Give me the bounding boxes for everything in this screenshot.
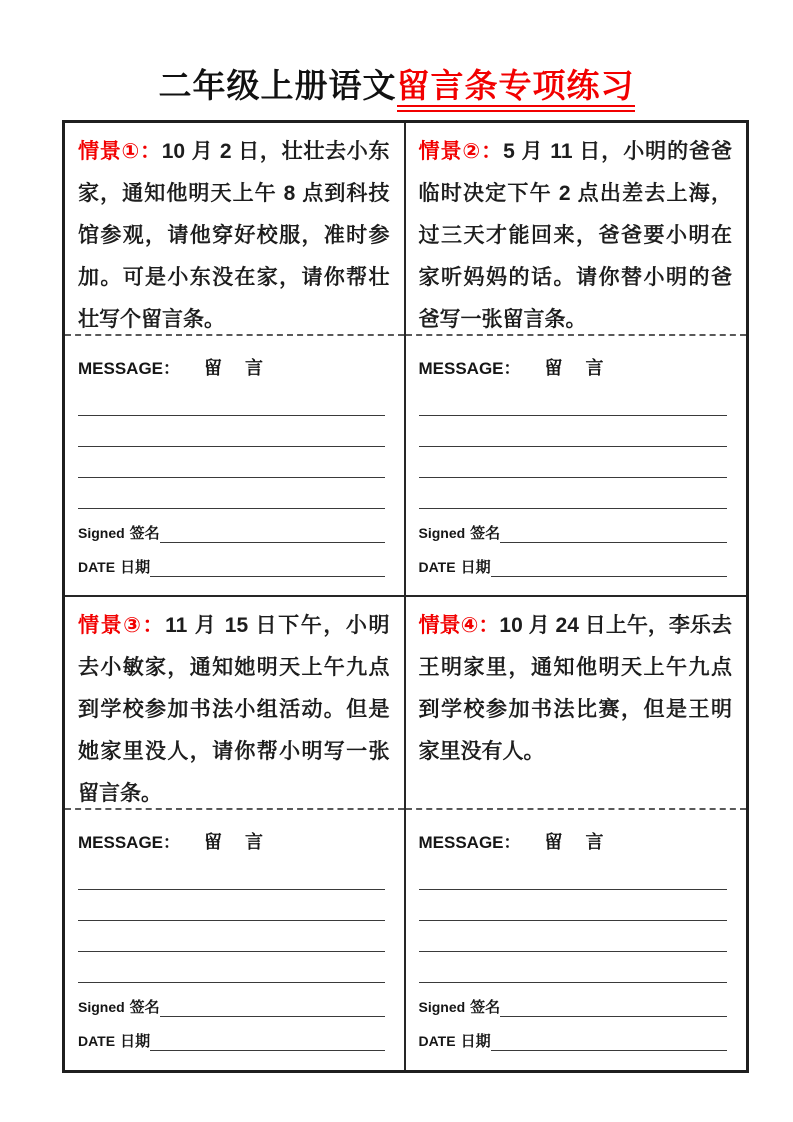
writing-line: [78, 478, 385, 509]
scenario-cell-4: [406, 597, 747, 1071]
message-writing-lines: [419, 385, 728, 509]
date-writing-line: [491, 558, 727, 577]
scenario-paragraph-1: [65, 123, 404, 334]
message-area-1: [65, 334, 404, 595]
scenario-label-1: 情景①：: [78, 140, 162, 163]
date-label-cn: 日期: [120, 1032, 151, 1050]
scenario-paragraph-2: [406, 123, 747, 334]
message-heading: [419, 356, 747, 381]
message-area-2: [406, 334, 747, 595]
signed-row: [78, 992, 385, 1017]
writing-line: [419, 447, 728, 478]
page-title-black: 二年级上册语文: [158, 67, 397, 104]
signed-label-cn: 签名: [470, 998, 501, 1016]
message-area-4: [406, 808, 747, 1071]
scenario-label-2: 情景②：: [418, 140, 504, 163]
message-writing-lines: [78, 859, 385, 983]
date-label-cn: 日期: [460, 1032, 491, 1050]
scenario-text-2: 5 月 11 日，小明的爸爸临时决定下午 2 点出差去上海，过三天才能回来，爸爸要小明在家听妈妈的话。请你替小明的爸爸写一张留言条。: [418, 140, 732, 331]
writing-line: [419, 921, 728, 952]
date-row: [419, 1026, 728, 1051]
signed-writing-line: [500, 524, 727, 543]
signed-row: [419, 992, 728, 1017]
writing-line: [78, 952, 385, 983]
writing-line: [419, 385, 728, 416]
writing-line: [78, 921, 385, 952]
message-heading-en: MESSAGE：: [78, 359, 181, 378]
page-title-red-underlined: 留言条专项练习: [397, 67, 635, 112]
message-heading-en: MESSAGE：: [418, 359, 521, 378]
message-heading: [78, 830, 404, 855]
writing-line: [419, 859, 728, 890]
message-writing-lines: [419, 859, 728, 983]
scenario-cell-2: [406, 123, 747, 597]
page-title: [0, 60, 793, 107]
writing-line: [419, 952, 728, 983]
writing-line: [78, 385, 385, 416]
writing-line: [78, 447, 385, 478]
writing-line: [419, 890, 728, 921]
signed-label-en: Signed: [418, 525, 466, 541]
signed-writing-line: [160, 998, 385, 1017]
scenario-text-4: 10 月 24 日上午，李乐去王明家里，通知他明天上午九点到学校参加书法比赛，但是王明家里没有人。: [418, 613, 732, 763]
date-label-cn: 日期: [120, 559, 151, 576]
signed-label-cn: 签名: [470, 525, 501, 542]
message-heading: [78, 356, 404, 381]
signed-label-cn: 签名: [129, 525, 160, 542]
date-writing-line: [491, 1032, 727, 1051]
writing-line: [419, 416, 728, 447]
scenario-paragraph-4: [406, 597, 747, 808]
writing-line: [419, 478, 728, 509]
scenario-cell-1: [65, 123, 406, 597]
message-heading-cn: 留 言: [544, 358, 613, 378]
scenario-cell-3: [65, 597, 406, 1071]
message-heading-cn: 留 言: [204, 831, 273, 852]
message-heading-en: MESSAGE：: [418, 832, 521, 852]
date-row: [419, 552, 728, 577]
signed-writing-line: [160, 524, 385, 543]
date-writing-line: [150, 558, 384, 577]
date-writing-line: [150, 1032, 384, 1051]
scenario-paragraph-3: [65, 597, 404, 808]
signed-label-en: Signed: [418, 998, 466, 1015]
message-heading-cn: 留 言: [204, 358, 273, 378]
signed-row: [419, 518, 728, 543]
scenario-text-1: 10 月 2 日，壮壮去小东家，通知他明天上午 8 点到科技馆参观，请他穿好校服，准时参加。可是小东没在家，请你帮壮壮写个留言条。: [78, 140, 390, 331]
signed-writing-line: [500, 998, 727, 1017]
date-label-en: DATE: [78, 1032, 116, 1049]
date-label-en: DATE: [418, 1032, 456, 1049]
writing-line: [78, 859, 385, 890]
message-area-3: [65, 808, 404, 1071]
writing-line: [78, 890, 385, 921]
scenario-label-4: 情景④：: [418, 613, 500, 637]
date-label-cn: 日期: [460, 559, 491, 576]
worksheet-table: [62, 120, 749, 1073]
message-heading-cn: 留 言: [544, 831, 613, 852]
signed-label-en: Signed: [78, 525, 125, 541]
date-label-en: DATE: [78, 559, 116, 575]
date-row: [78, 1026, 385, 1051]
signed-label-en: Signed: [78, 998, 125, 1015]
message-heading: [419, 830, 747, 855]
writing-line: [78, 416, 385, 447]
scenario-label-3: 情景③：: [78, 613, 166, 637]
signed-label-cn: 签名: [129, 998, 160, 1016]
scenario-text-3: 11 月 15 日下午，小明去小敏家，通知她明天上午九点到学校参加书法小组活动。但是她家里没人，请你帮小明写一张留言条。: [78, 613, 390, 805]
signed-row: [78, 518, 385, 543]
message-heading-en: MESSAGE：: [78, 832, 181, 852]
message-writing-lines: [78, 385, 385, 509]
date-label-en: DATE: [418, 559, 456, 575]
date-row: [78, 552, 385, 577]
